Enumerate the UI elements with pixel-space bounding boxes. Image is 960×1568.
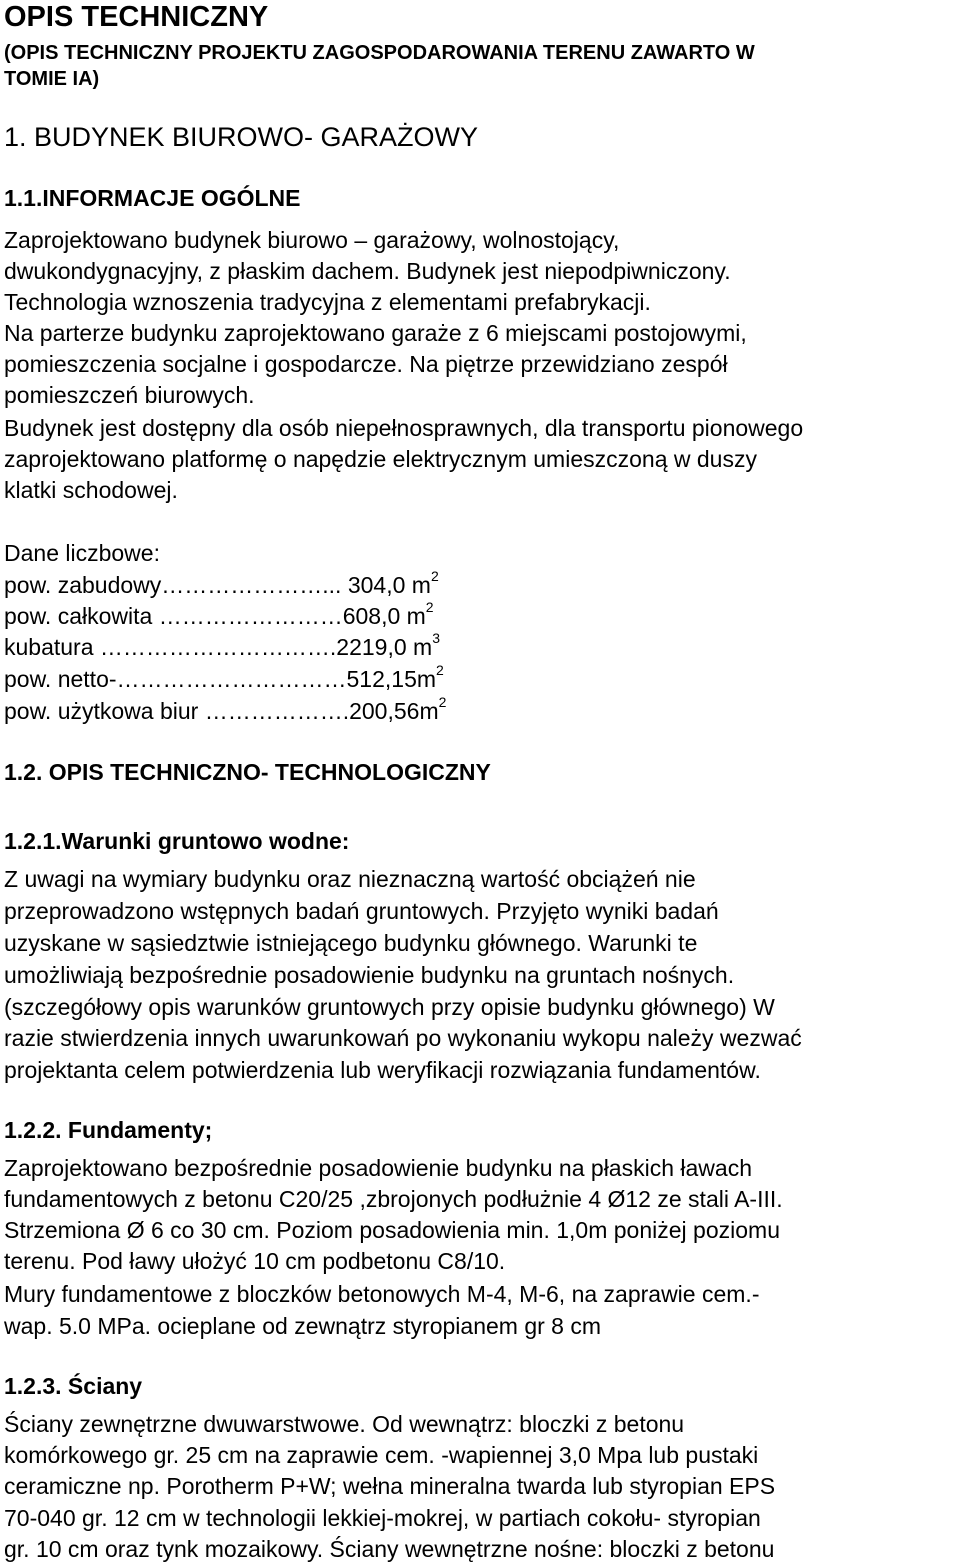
numbers-row <box>4 601 434 631</box>
paragraph-line: umożliwiają bezpośrednie posadowienie budynku na gruntach nośnych. <box>4 962 735 988</box>
paragraph-line: Budynek jest dostępny dla osób niepełnosprawnych, dla transportu pionowego <box>4 415 804 441</box>
paragraph-line: Na parterze budynku zaprojektowano garaże z 6 miejscami postojowymi, <box>4 320 747 346</box>
paragraph-line: 70-040 gr. 12 cm w technologii lekkiej-mokrej, w partiach cokołu- styropian <box>4 1505 761 1531</box>
paragraph-line: dwukondygnacyjny, z płaskim dachem. Budynek jest niepodpiwniczony. <box>4 258 731 284</box>
section-heading-1-2: 1.2. OPIS TECHNICZNO- TECHNOLOGICZNY <box>4 759 491 785</box>
paragraph-line: Zaprojektowano budynek biurowo – garażowy, wolnostojący, <box>4 227 620 253</box>
paragraph-line: (szczegółowy opis warunków gruntowych przy opisie budynku głównego) W <box>4 994 775 1020</box>
paragraph-line: gr. 10 cm oraz tynk mozaikowy. Ściany wewnętrzne nośne: bloczki z betonu <box>4 1536 775 1562</box>
paragraph-line: fundamentowych z betonu C20/25 ,zbrojonych podłużnie 4 Ø12 ze stali A-III. <box>4 1186 783 1212</box>
document-title: OPIS TECHNICZNY <box>4 1 269 33</box>
paragraph-line: komórkowego gr. 25 cm na zaprawie cem. -wapiennej 3,0 Mpa lub pustaki <box>4 1442 759 1468</box>
unit-exponent: 2 <box>436 662 444 679</box>
section-heading-1-2-1: 1.2.1.Warunki gruntowo wodne: <box>4 828 350 854</box>
paragraph-line: Z uwagi na wymiary budynku oraz nieznaczną wartość obciążeń nie <box>4 866 696 892</box>
numbers-row <box>4 632 440 662</box>
paragraph-line: projektanta celem potwierdzenia lub weryfikacji rozwiązania fundamentów. <box>4 1057 761 1083</box>
paragraph-line: Mury fundamentowe z bloczków betonowych M-4, M-6, na zaprawie cem.- <box>4 1281 760 1307</box>
section-heading-1-1: 1.1.INFORMACJE OGÓLNE <box>4 185 301 211</box>
paragraph-line: Strzemiona Ø 6 co 30 cm. Poziom posadowienia min. 1,0m poniżej poziomu <box>4 1217 780 1243</box>
numbers-row-text: kubatura ………………………….2219,0 m <box>4 634 433 660</box>
paragraph-line: ceramiczne np. Porotherm P+W; wełna mineralna twarda lub styropian EPS <box>4 1473 776 1499</box>
section-heading-1-2-2: 1.2.2. Fundamenty; <box>4 1117 213 1143</box>
section-heading-1-2-3: 1.2.3. Ściany <box>4 1373 143 1399</box>
paragraph-line: Technologia wznoszenia tradycyjna z elementami prefabrykacji. <box>4 289 651 315</box>
unit-exponent: 3 <box>432 630 440 647</box>
unit-exponent: 2 <box>430 568 439 585</box>
section-heading-1: 1. BUDYNEK BIUROWO- GARAŻOWY <box>4 122 479 152</box>
paragraph-line: razie stwierdzenia innych uwarunkowań po wykonaniu wykopu należy wezwać <box>4 1025 802 1051</box>
paragraph-line: Ściany zewnętrzne dwuwarstwowe. Od wewnątrz: bloczki z betonu <box>4 1411 685 1437</box>
numbers-row <box>4 696 446 726</box>
paragraph-line: zaprojektowano platformę o napędzie elektrycznym umieszczoną w duszy <box>4 446 757 472</box>
numbers-row-text: pow. całkowita ……………………608,0 m <box>4 603 426 629</box>
numbers-label: Dane liczbowe: <box>4 540 160 566</box>
paragraph-line: Zaprojektowano bezpośrednie posadowienie budynku na płaskich ławach <box>4 1155 752 1181</box>
paragraph-line: uzyskane w sąsiedztwie istniejącego budynku głównego. Warunki te <box>4 930 698 956</box>
unit-exponent: 2 <box>438 694 447 711</box>
unit-exponent: 2 <box>425 599 434 616</box>
numbers-row-text: pow. zabudowy…………………... 304,0 m <box>4 572 431 598</box>
paragraph-line: przeprowadzono wstępnych badań gruntowych. Przyjęto wyniki badań <box>4 898 719 924</box>
paragraph-line: pomieszczeń biurowych. <box>4 382 255 408</box>
document-subtitle-line-1: (OPIS TECHNICZNY PROJEKTU ZAGOSPODAROWANIA TERENU ZAWARTO W <box>4 42 755 64</box>
paragraph-line: terenu. Pod ławy ułożyć 10 cm podbetonu C8/10. <box>4 1248 506 1274</box>
paragraph-line: wap. 5.0 MPa. ocieplane od zewnątrz styropianem gr 8 cm <box>4 1313 602 1339</box>
numbers-row <box>4 570 439 600</box>
numbers-row-text: pow. netto-…………………………512,15m <box>4 666 437 692</box>
paragraph-line: klatki schodowej. <box>4 477 178 503</box>
numbers-row-text: pow. użytkowa biur ……………….200,56m <box>4 698 439 724</box>
paragraph-line: pomieszczenia socjalne i gospodarcze. Na piętrze przewidziano zespół <box>4 351 728 377</box>
numbers-row <box>4 664 444 694</box>
document-subtitle-line-2: TOMIE IA) <box>4 68 100 90</box>
